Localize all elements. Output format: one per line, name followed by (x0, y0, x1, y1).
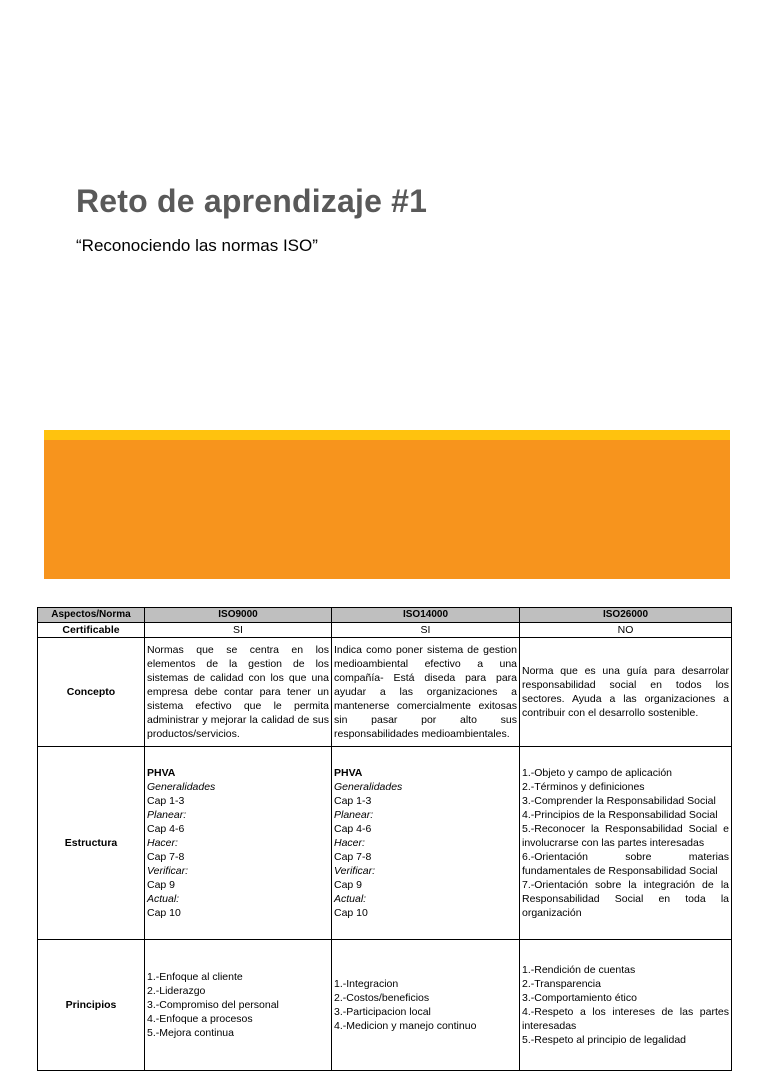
iso-comparison-table (37, 607, 732, 1071)
cell-estructura-iso14000 (332, 747, 520, 940)
header-iso9000: ISO9000 (145, 608, 332, 623)
header-iso26000: ISO26000 (520, 608, 732, 623)
table-header-row (38, 608, 732, 623)
page-title: Reto de aprendizaje #1 (76, 183, 428, 219)
decorative-band-yellow (44, 430, 730, 440)
cell-principios-iso14000 (332, 940, 520, 1071)
cell-concepto-iso14000: Indica como poner sistema de gestion medioambiental efectivo a una compañía- Está diseda para para ayudar a las organizaciones a mantenerse comercialmente exitosas sin pasar por alto sus responsabilidades medioambientales. (332, 638, 520, 747)
list-item: 3.-Participacion local (334, 1006, 431, 1018)
list-item: Cap 1-3 (334, 795, 372, 807)
list-item: 1.-Rendición de cuentas (522, 964, 636, 976)
list-item: PHVA (147, 767, 176, 779)
row-label-certificable: Certificable (38, 623, 145, 638)
list-item: 2.-Costos/beneficios (334, 992, 430, 1004)
list-item: Cap 10 (334, 907, 368, 919)
list-item: 6.-Orientación sobre materias fundamentales de Responsabilidad Social (522, 851, 729, 877)
cell-estructura-iso26000 (520, 747, 732, 940)
list-item: Cap 7-8 (334, 851, 372, 863)
header-aspectos: Aspectos/Norma (38, 608, 145, 623)
cell-certificable-iso14000: SI (332, 623, 520, 638)
list-item: Hacer: (147, 837, 178, 849)
list-item: 4.-Medicion y manejo continuo (334, 1020, 477, 1032)
table-row-principios (38, 940, 732, 1071)
list-item: Cap 9 (334, 879, 363, 891)
list-item: Planear: (147, 809, 187, 821)
list-item: Cap 7-8 (147, 851, 185, 863)
list-item: 3.-Compromiso del personal (147, 999, 279, 1011)
cell-principios-iso26000 (520, 940, 732, 1071)
list-item: 1.-Integracion (334, 978, 399, 990)
list-item: Actual: (334, 893, 367, 905)
cell-principios-iso9000 (145, 940, 332, 1071)
table-row-concepto (38, 638, 732, 747)
list-item: 7.-Orientación sobre la integración de la Responsabilidad Social en toda la organización (522, 879, 729, 919)
cell-estructura-iso9000 (145, 747, 332, 940)
list-item: Cap 4-6 (334, 823, 372, 835)
list-item: Cap 4-6 (147, 823, 185, 835)
list-item: 2.-Términos y definiciones (522, 781, 645, 793)
list-item: Verificar: (334, 865, 376, 877)
list-item: Cap 10 (147, 907, 181, 919)
list-item: 3.-Comportamiento ético (522, 992, 637, 1004)
decorative-band-orange (44, 440, 730, 579)
cell-concepto-iso9000: Normas que se centra en los elementos de la gestion de los sistemas de calidad con los que una empresa debe contar para tener un sistema efectivo que le permita administrar y mejorar la calidad de sus productos/servicios. (145, 638, 332, 747)
row-label-estructura: Estructura (38, 747, 145, 940)
table-row-estructura (38, 747, 732, 940)
row-label-principios: Principios (38, 940, 145, 1071)
table-row-certificable (38, 623, 732, 638)
list-item: Actual: (147, 893, 180, 905)
row-label-concepto: Concepto (38, 638, 145, 747)
cell-concepto-iso26000: Norma que es una guía para desarrolar responsabilidad social en todos los sectores. Ayuda a las organizaciones a contribuir con el desarrollo sostenible. (520, 638, 732, 747)
list-item: Generalidades (147, 781, 216, 793)
cell-certificable-iso26000: NO (520, 623, 732, 638)
list-item: 2.-Transparencia (522, 978, 601, 990)
list-item: 1.-Enfoque al cliente (147, 971, 243, 983)
list-item: PHVA (334, 767, 363, 779)
list-item: 4.-Enfoque a procesos (147, 1013, 253, 1025)
list-item: Planear: (334, 809, 374, 821)
list-item: Hacer: (334, 837, 365, 849)
list-item: 1.-Objeto y campo de aplicación (522, 767, 672, 779)
cell-certificable-iso9000: SI (145, 623, 332, 638)
list-item: 2.-Liderazgo (147, 985, 206, 997)
page-subtitle: “Reconociendo las normas ISO” (76, 236, 318, 255)
list-item: 5.-Respeto al principio de legalidad (522, 1034, 687, 1046)
header-iso14000: ISO14000 (332, 608, 520, 623)
list-item: Cap 9 (147, 879, 176, 891)
list-item: 4.-Respeto a los intereses de las partes interesadas (522, 1006, 729, 1032)
list-item: 5.-Reconocer la Responsabilidad Social e involucrarse con las partes interesadas (522, 823, 729, 849)
list-item: 4.-Principios de la Responsabilidad Social (522, 809, 718, 821)
list-item: Verificar: (147, 865, 189, 877)
list-item: Generalidades (334, 781, 403, 793)
list-item: 5.-Mejora continua (147, 1027, 234, 1039)
list-item: Cap 1-3 (147, 795, 185, 807)
list-item: 3.-Comprender la Responsabilidad Social (522, 795, 716, 807)
